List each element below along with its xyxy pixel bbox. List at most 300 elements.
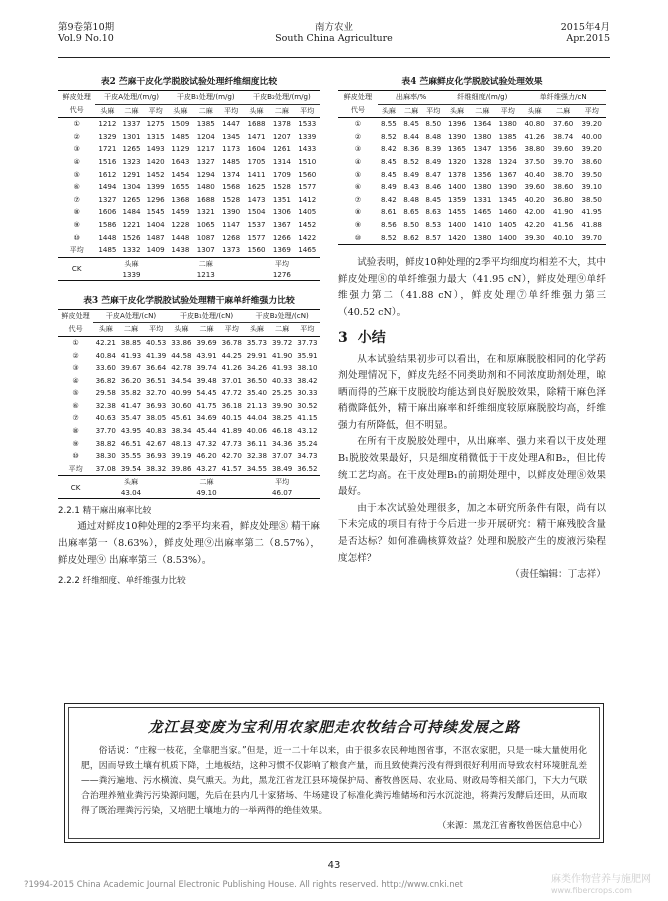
table-cell: 35.40 <box>246 388 268 398</box>
table-cell: 8.45 <box>381 156 397 166</box>
table-cell: 38.60 <box>581 156 602 166</box>
table-cell: 45.44 <box>196 426 217 436</box>
ck-value-row <box>58 269 320 281</box>
table-row <box>58 131 320 144</box>
journal-name-en: South China Agriculture <box>275 33 393 44</box>
column-header: 平均 <box>295 323 320 337</box>
table-cell: 1390 <box>222 207 241 217</box>
table-cell: 8.50 <box>403 219 419 229</box>
table-cell: ③ <box>73 144 80 154</box>
table-cell: 48.13 <box>171 438 192 448</box>
table-cell: 1510 <box>298 156 317 166</box>
table-cell: 1448 <box>171 232 190 242</box>
date-cn: 2015年4月 <box>560 22 610 33</box>
column-header: 二麻 <box>119 104 143 118</box>
subsection-2-2-1: 2.2.1 精干麻出麻率比较 <box>58 506 152 517</box>
table-cell: 33.86 <box>171 337 192 347</box>
ck-value: 43.04 <box>93 487 169 499</box>
table-cell: 40.00 <box>581 131 602 141</box>
right-body-text <box>338 255 606 321</box>
table-cell: 1612 <box>98 169 117 179</box>
column-header: 二麻 <box>400 104 422 118</box>
table-cell: 1460 <box>498 207 517 217</box>
table-cell: 38.34 <box>171 426 192 436</box>
table-cell: 38.60 <box>552 182 574 192</box>
table-cell: 1526 <box>122 232 141 242</box>
table-row <box>58 463 320 476</box>
column-header-code: 代号 <box>58 323 93 337</box>
news-body: 俗话说：“庄稼一枝花，全靠肥当家。”但是，近一二十年以来，由于很多农民种地图省事，不沤农家肥，只是一味大量使用化肥，因而导致土壤有机质下降，土地板结，这种习惯不仅影响了粮食产量，而且致使粪污没有得到很好利用而导致农村环境脏乱差——粪污遍地、污水横流、臭气熏天。为此，黑龙江省龙江县环境保护局、畜牧兽医局、农业局、财政局等相关部门，下大力气联合治理养殖业粪污污染源问题，先后在县内几十家猪场、牛场建设了标准化粪污堆储场和污水沉淀池，将粪污发酵后还田，从而取得了既治理粪污污染，又培肥土壤地力的一举两得的绝佳效果。 <box>81 746 587 816</box>
table-cell: 1378 <box>272 119 291 129</box>
table-cell: 21.13 <box>246 400 268 410</box>
table-cell: 1420 <box>444 232 469 245</box>
table-cell: 1365 <box>447 144 467 154</box>
table-cell: 40.20 <box>524 194 545 204</box>
table-cell: 42.67 <box>146 438 167 448</box>
right-column <box>338 68 606 583</box>
table-cell: 36.52 <box>295 463 320 476</box>
table-row <box>58 194 320 207</box>
ck-value-row <box>58 487 320 499</box>
table-cell: 1368 <box>171 194 190 204</box>
table-cell: 46.18 <box>271 426 293 436</box>
table-row <box>58 206 320 219</box>
table-cell: ① <box>354 119 362 129</box>
table-cell: 36.20 <box>120 375 142 385</box>
table-cell: 47.73 <box>221 438 242 448</box>
table-cell: 8.48 <box>403 194 419 204</box>
table-cell: 35.24 <box>297 438 318 448</box>
table-row <box>338 143 606 156</box>
table-cell: ⑥ <box>73 182 80 192</box>
table-cell: 1452 <box>298 219 317 229</box>
table-cell: ④ <box>354 156 362 166</box>
table-cell: 39.67 <box>120 363 142 373</box>
journal-name <box>58 22 610 44</box>
table-cell: 37.70 <box>95 426 116 436</box>
table-cell: 25.25 <box>271 388 293 398</box>
column-header: 平均 <box>144 323 169 337</box>
table-cell: 39.70 <box>577 232 606 245</box>
table-cell: 1327 <box>196 156 215 166</box>
table-cell: 40.40 <box>524 169 545 179</box>
table-cell: ⑦ <box>354 194 362 204</box>
table-cell: 35.47 <box>120 413 142 423</box>
issue-cn: 第9卷第10期 <box>58 22 115 33</box>
table-cell: 1337 <box>122 119 141 129</box>
table-cell: 36.93 <box>146 451 167 461</box>
table-cell: ① <box>73 119 80 129</box>
table-cell: 37.07 <box>271 451 293 461</box>
column-header: 平均 <box>495 104 520 118</box>
table-cell: 41.93 <box>120 350 142 360</box>
table-cell: 42.20 <box>524 219 545 229</box>
table-cell: 1228 <box>171 219 190 229</box>
table-cell: 1705 <box>247 156 266 166</box>
table-cell: 43.95 <box>120 426 142 436</box>
table-cell: ⑨ <box>72 438 79 448</box>
table-cell: 33.60 <box>95 363 116 373</box>
table-cell: 1473 <box>247 194 266 204</box>
table-cell: 1459 <box>171 207 190 217</box>
table-cell: 1320 <box>447 156 467 166</box>
table-cell: 1485 <box>222 156 241 166</box>
page-number: 43 <box>327 860 341 871</box>
column-header: 平均 <box>577 104 606 118</box>
column-header: 头麻 <box>244 323 269 337</box>
table-cell: 40.99 <box>171 388 192 398</box>
table-cell: 41.89 <box>221 426 242 436</box>
table-cell: 1304 <box>122 182 141 192</box>
watermark-cn: 麻类作物营养与施肥网 <box>551 874 651 885</box>
table-cell: 1385 <box>498 131 517 141</box>
table-cell: 1438 <box>168 244 193 257</box>
table-row <box>338 194 606 207</box>
table-cell: 36.64 <box>146 363 167 373</box>
table-cell: 38.49 <box>270 463 295 476</box>
table-cell: 39.70 <box>552 156 574 166</box>
table-cell: 34.73 <box>297 451 318 461</box>
ck-value: 46.07 <box>244 487 320 499</box>
ck-sublabel: 头麻 <box>124 258 139 268</box>
table-cell: 1399 <box>146 182 165 192</box>
table-cell: 41.26 <box>524 131 545 141</box>
table-cell: ⑩ <box>338 232 378 245</box>
column-group-header: 出麻率/% <box>378 91 445 105</box>
table-cell: 41.75 <box>196 400 217 410</box>
table-cell: 8.36 <box>403 144 419 154</box>
table-cell: 1301 <box>122 131 141 141</box>
table-cell: 1351 <box>272 194 291 204</box>
table-cell: 38.50 <box>581 194 602 204</box>
table-cell: 1296 <box>146 194 165 204</box>
table-cell: 41.47 <box>120 400 142 410</box>
paragraph: 在所有干皮脱胶处理中，从出麻率、强力来看以干皮处理B₁脱胶效果最好，只是细度稍微低于干皮处理A和B₂，但比传统工艺均高。在干皮处理B₁的前期处理中，以鲜皮处理⑧效果最好。 <box>338 436 606 498</box>
table-cell: 38.70 <box>552 169 574 179</box>
table-cell: 1291 <box>122 169 141 179</box>
table-cell: 8.48 <box>425 131 442 141</box>
ck-value: 1339 <box>95 269 167 281</box>
table-cell: 8.49 <box>425 156 442 166</box>
table-cell: 1422 <box>298 232 317 242</box>
table-row <box>58 375 320 388</box>
table-cell: 32.38 <box>246 451 268 461</box>
table-cell: ② <box>72 350 79 360</box>
table-cell: 1359 <box>447 194 467 204</box>
table-cell: 34.36 <box>271 438 293 448</box>
table-cell: 39.50 <box>581 169 602 179</box>
table-cell: 8.55 <box>381 119 397 129</box>
table-cell: 1212 <box>98 119 117 129</box>
table-cell: 1688 <box>196 194 215 204</box>
table-cell: 1367 <box>498 169 517 179</box>
table-cell: 1390 <box>447 131 467 141</box>
table-cell: 1452 <box>146 169 165 179</box>
ck-sublabel: 平均 <box>275 477 290 487</box>
table2-caption: 表2 苎麻干皮化学脱胶试验处理纤维细度比较 <box>100 77 278 87</box>
table-row <box>338 131 606 144</box>
ck-value: 1213 <box>168 269 244 281</box>
table-cell: 1560 <box>244 244 269 257</box>
table-cell: 42.21 <box>95 337 116 347</box>
table-cell: 8.62 <box>400 232 422 245</box>
table-cell: 1533 <box>298 119 317 129</box>
table-cell: 40.53 <box>146 337 167 347</box>
table-row <box>338 169 606 182</box>
table-cell: 34.26 <box>246 363 268 373</box>
table-cell: ⑦ <box>73 194 80 204</box>
table-cell: 1465 <box>295 244 320 257</box>
table-cell: 1364 <box>473 119 492 129</box>
table-cell: 39.48 <box>196 375 217 385</box>
table-cell: ② <box>354 131 362 141</box>
table-cell: 1294 <box>196 169 215 179</box>
watermark-url: www.fibercrops.com <box>551 886 632 895</box>
table-cell: 1331 <box>473 194 492 204</box>
table-cell: 1332 <box>119 244 143 257</box>
column-group-header: 干皮A处理/(cN) <box>93 309 169 323</box>
table-cell: 8.63 <box>425 207 442 217</box>
table-cell: 39.54 <box>118 463 143 476</box>
table-cell: 1347 <box>473 144 492 154</box>
table-cell: 1577 <box>247 232 266 242</box>
table-cell: 36.93 <box>146 400 167 410</box>
table-cell: 平均 <box>58 244 95 257</box>
table-cell: 42.70 <box>221 451 242 461</box>
table-cell: 1373 <box>218 244 243 257</box>
table-cell: ③ <box>72 363 79 373</box>
column-group-header: 干皮B₂处理/(m/g) <box>244 91 320 105</box>
table-cell: 8.39 <box>425 144 442 154</box>
table-cell: 8.61 <box>381 207 397 217</box>
column-header: 头麻 <box>378 104 400 118</box>
table-cell: 36.51 <box>146 375 167 385</box>
table-cell: 1604 <box>247 144 266 154</box>
table-cell: 40.83 <box>146 426 167 436</box>
table-row <box>58 219 320 232</box>
table-cell: 1380 <box>470 232 495 245</box>
table-cell: 46.20 <box>196 451 217 461</box>
table-cell: 1409 <box>144 244 168 257</box>
news-title: 龙江县变废为宝利用农家肥走农牧结合可持续发展之路 <box>148 719 520 736</box>
table-cell: 45.61 <box>171 413 192 423</box>
table-row <box>58 181 320 194</box>
table-cell: 1528 <box>272 182 291 192</box>
table-cell: 8.43 <box>403 182 419 192</box>
table-cell: 36.80 <box>552 194 574 204</box>
subsection-2-2-2: 2.2.2 纤维细度、单纤维强力比较 <box>58 576 186 587</box>
responsible-editor: （责任编辑：丁志祥） <box>510 569 606 581</box>
column-header: 平均 <box>219 323 244 337</box>
table3 <box>58 309 320 500</box>
table-cell: 47.72 <box>221 388 242 398</box>
table-cell: 1480 <box>196 182 215 192</box>
table-row <box>58 362 320 375</box>
table-cell: 1390 <box>498 182 517 192</box>
ck-label: CK <box>58 257 95 280</box>
table-cell: 36.18 <box>221 400 242 410</box>
table-cell: 8.52 <box>403 156 419 166</box>
table-row <box>58 400 320 413</box>
table-row <box>338 219 606 232</box>
table-cell: 1329 <box>98 131 117 141</box>
table-cell: 1455 <box>447 207 467 217</box>
left-body-text <box>58 519 320 569</box>
column-header-treatment: 鲜皮处理 <box>338 91 378 105</box>
table-cell: 1405 <box>498 219 517 229</box>
table-cell: 40.15 <box>221 413 242 423</box>
table-cell: 8.42 <box>381 144 397 154</box>
table-cell: 37.50 <box>524 156 545 166</box>
copyright-line: ?1994-2015 China Academic Journal Electronic Publishing House. All rights reserved. http://www.cnki.net <box>24 879 463 889</box>
table-cell: 36.50 <box>246 375 268 385</box>
table-cell: 1315 <box>146 131 165 141</box>
journal-name-cn: 南方农业 <box>314 22 353 33</box>
column-group-header: 干皮A处理/(m/g) <box>95 91 167 105</box>
table-cell: 1504 <box>247 207 266 217</box>
table-cell: 8.45 <box>403 119 419 129</box>
table-row <box>58 156 320 169</box>
table-cell: 30.60 <box>171 400 192 410</box>
column-group-header: 干皮B₁处理/(cN) <box>169 309 245 323</box>
table-cell: 39.69 <box>196 337 217 347</box>
table-cell: ② <box>73 131 80 141</box>
table-row <box>338 206 606 219</box>
table-cell: 43.12 <box>297 426 318 436</box>
table-cell: 1400 <box>447 182 467 192</box>
table-cell: 36.11 <box>246 438 268 448</box>
table-cell: ④ <box>72 375 79 385</box>
table-cell: ⑧ <box>72 426 79 436</box>
table-cell: 1688 <box>247 119 266 129</box>
table-cell: 1412 <box>298 194 317 204</box>
paragraph: 通过对鲜皮10种处理的2季平均来看，鲜皮处理⑧ 精干麻出麻率第一（8.63%），鲜皮处理⑨出麻率第二（8.57%），鲜皮处理⑨ 出麻率第三（8.53%）。 <box>58 521 320 566</box>
ck-value: 1276 <box>244 269 320 281</box>
table-cell: 1471 <box>247 131 266 141</box>
table-cell: 1261 <box>272 144 291 154</box>
column-header-code: 代号 <box>338 104 378 118</box>
table-cell: 1485 <box>171 131 190 141</box>
table-cell: 1345 <box>498 194 517 204</box>
table-cell: ⑤ <box>354 169 362 179</box>
table-cell: ⑤ <box>73 169 80 179</box>
table-cell: ① <box>72 337 79 347</box>
table2 <box>58 90 320 281</box>
table-cell: 1265 <box>122 144 141 154</box>
table-cell: 43.27 <box>194 463 219 476</box>
column-header: 二麻 <box>193 104 218 118</box>
table-cell: 39.90 <box>271 400 293 410</box>
table-cell: 34.55 <box>244 463 269 476</box>
table-cell: 1487 <box>146 232 165 242</box>
table-cell: 1494 <box>98 182 117 192</box>
table-cell: ⑦ <box>72 413 79 423</box>
table-cell: 34.54 <box>171 375 192 385</box>
table-cell: 1221 <box>122 219 141 229</box>
table-cell: 38.42 <box>297 375 318 385</box>
table-cell: 43.91 <box>196 350 217 360</box>
table-cell: 8.52 <box>381 131 397 141</box>
table-cell: 42.78 <box>171 363 192 373</box>
table-cell: 41.15 <box>297 413 318 423</box>
table-cell: 29.58 <box>95 388 116 398</box>
table-cell: 1454 <box>171 169 190 179</box>
table4 <box>338 90 606 245</box>
table-cell: 1411 <box>247 169 266 179</box>
column-header: 平均 <box>144 104 168 118</box>
column-header-treatment: 鲜皮处理 <box>58 309 93 323</box>
table-cell: 8.46 <box>425 182 442 192</box>
table-cell: 41.93 <box>271 363 293 373</box>
table-cell: 8.45 <box>425 194 442 204</box>
table-cell: 32.38 <box>95 400 116 410</box>
table-cell: 8.47 <box>425 169 442 179</box>
table-cell: 36.78 <box>221 337 242 347</box>
table-cell: 1509 <box>171 119 190 129</box>
table-cell: 47.32 <box>196 438 217 448</box>
news-source: （来源：黑龙江省畜牧兽医信息中心） <box>437 821 587 831</box>
news-box-inner <box>68 707 600 839</box>
table-cell: 1323 <box>122 156 141 166</box>
table-cell: 1433 <box>298 144 317 154</box>
column-group-header: 单纤维强力/cN <box>520 91 606 105</box>
table-cell: 1173 <box>222 144 241 154</box>
ck-sublabel: 头麻 <box>123 477 139 487</box>
table-cell: 40.63 <box>95 413 116 423</box>
table-cell: 39.60 <box>552 144 574 154</box>
section-heading <box>338 328 606 348</box>
table-cell: 1709 <box>272 169 291 179</box>
table-cell: 40.80 <box>524 119 545 129</box>
table-cell: 1404 <box>146 219 165 229</box>
paragraph: 从本试验结果初步可以看出，在和原麻脱胶相同的化学药剂处理情况下，鲜皮先经不同类助剂和不同浓度助剂处理，晾晒而得的苎麻干皮脱胶均能达到良好脱胶效果，除精干麻色泽稍微降低外，精干麻出麻率和纤维细度较原麻脱胶均高，纤维强力有所降低，但不明显。 <box>338 353 606 431</box>
table-cell: 1327 <box>98 194 117 204</box>
table-cell: 1367 <box>272 219 291 229</box>
table-cell: 39.20 <box>581 144 602 154</box>
column-header: 二麻 <box>549 104 578 118</box>
table-row <box>58 412 320 425</box>
column-header: 头麻 <box>244 104 269 118</box>
table-cell: 1328 <box>473 156 492 166</box>
column-header: 头麻 <box>169 323 194 337</box>
table-cell: 41.90 <box>271 350 293 360</box>
table-cell: 1306 <box>272 207 291 217</box>
table-cell: 1643 <box>171 156 190 166</box>
table-cell: 1380 <box>473 182 492 192</box>
table-cell: 1586 <box>98 219 117 229</box>
table-cell: 38.80 <box>524 144 545 154</box>
table-cell: 1420 <box>146 156 165 166</box>
table-cell: 1087 <box>196 232 215 242</box>
column-group-header: 干皮B₁处理/(m/g) <box>168 91 244 105</box>
table-cell: 1324 <box>498 156 517 166</box>
table-cell: 1275 <box>146 119 165 129</box>
column-header-treatment: 鲜皮处理 <box>58 91 95 105</box>
table-cell: 39.86 <box>169 463 194 476</box>
table-cell: ⑨ <box>354 219 362 229</box>
table-row <box>58 438 320 451</box>
table-row <box>58 244 320 257</box>
table-cell: 1568 <box>222 182 241 192</box>
table-cell: 38.30 <box>95 451 116 461</box>
column-header: 头麻 <box>444 104 469 118</box>
table-cell: 30.33 <box>297 388 318 398</box>
table-cell: 44.58 <box>171 350 192 360</box>
table-cell: 1448 <box>98 232 117 242</box>
column-header: 二麻 <box>269 104 294 118</box>
table-cell: 35.82 <box>120 388 142 398</box>
table-cell: 1217 <box>196 144 215 154</box>
